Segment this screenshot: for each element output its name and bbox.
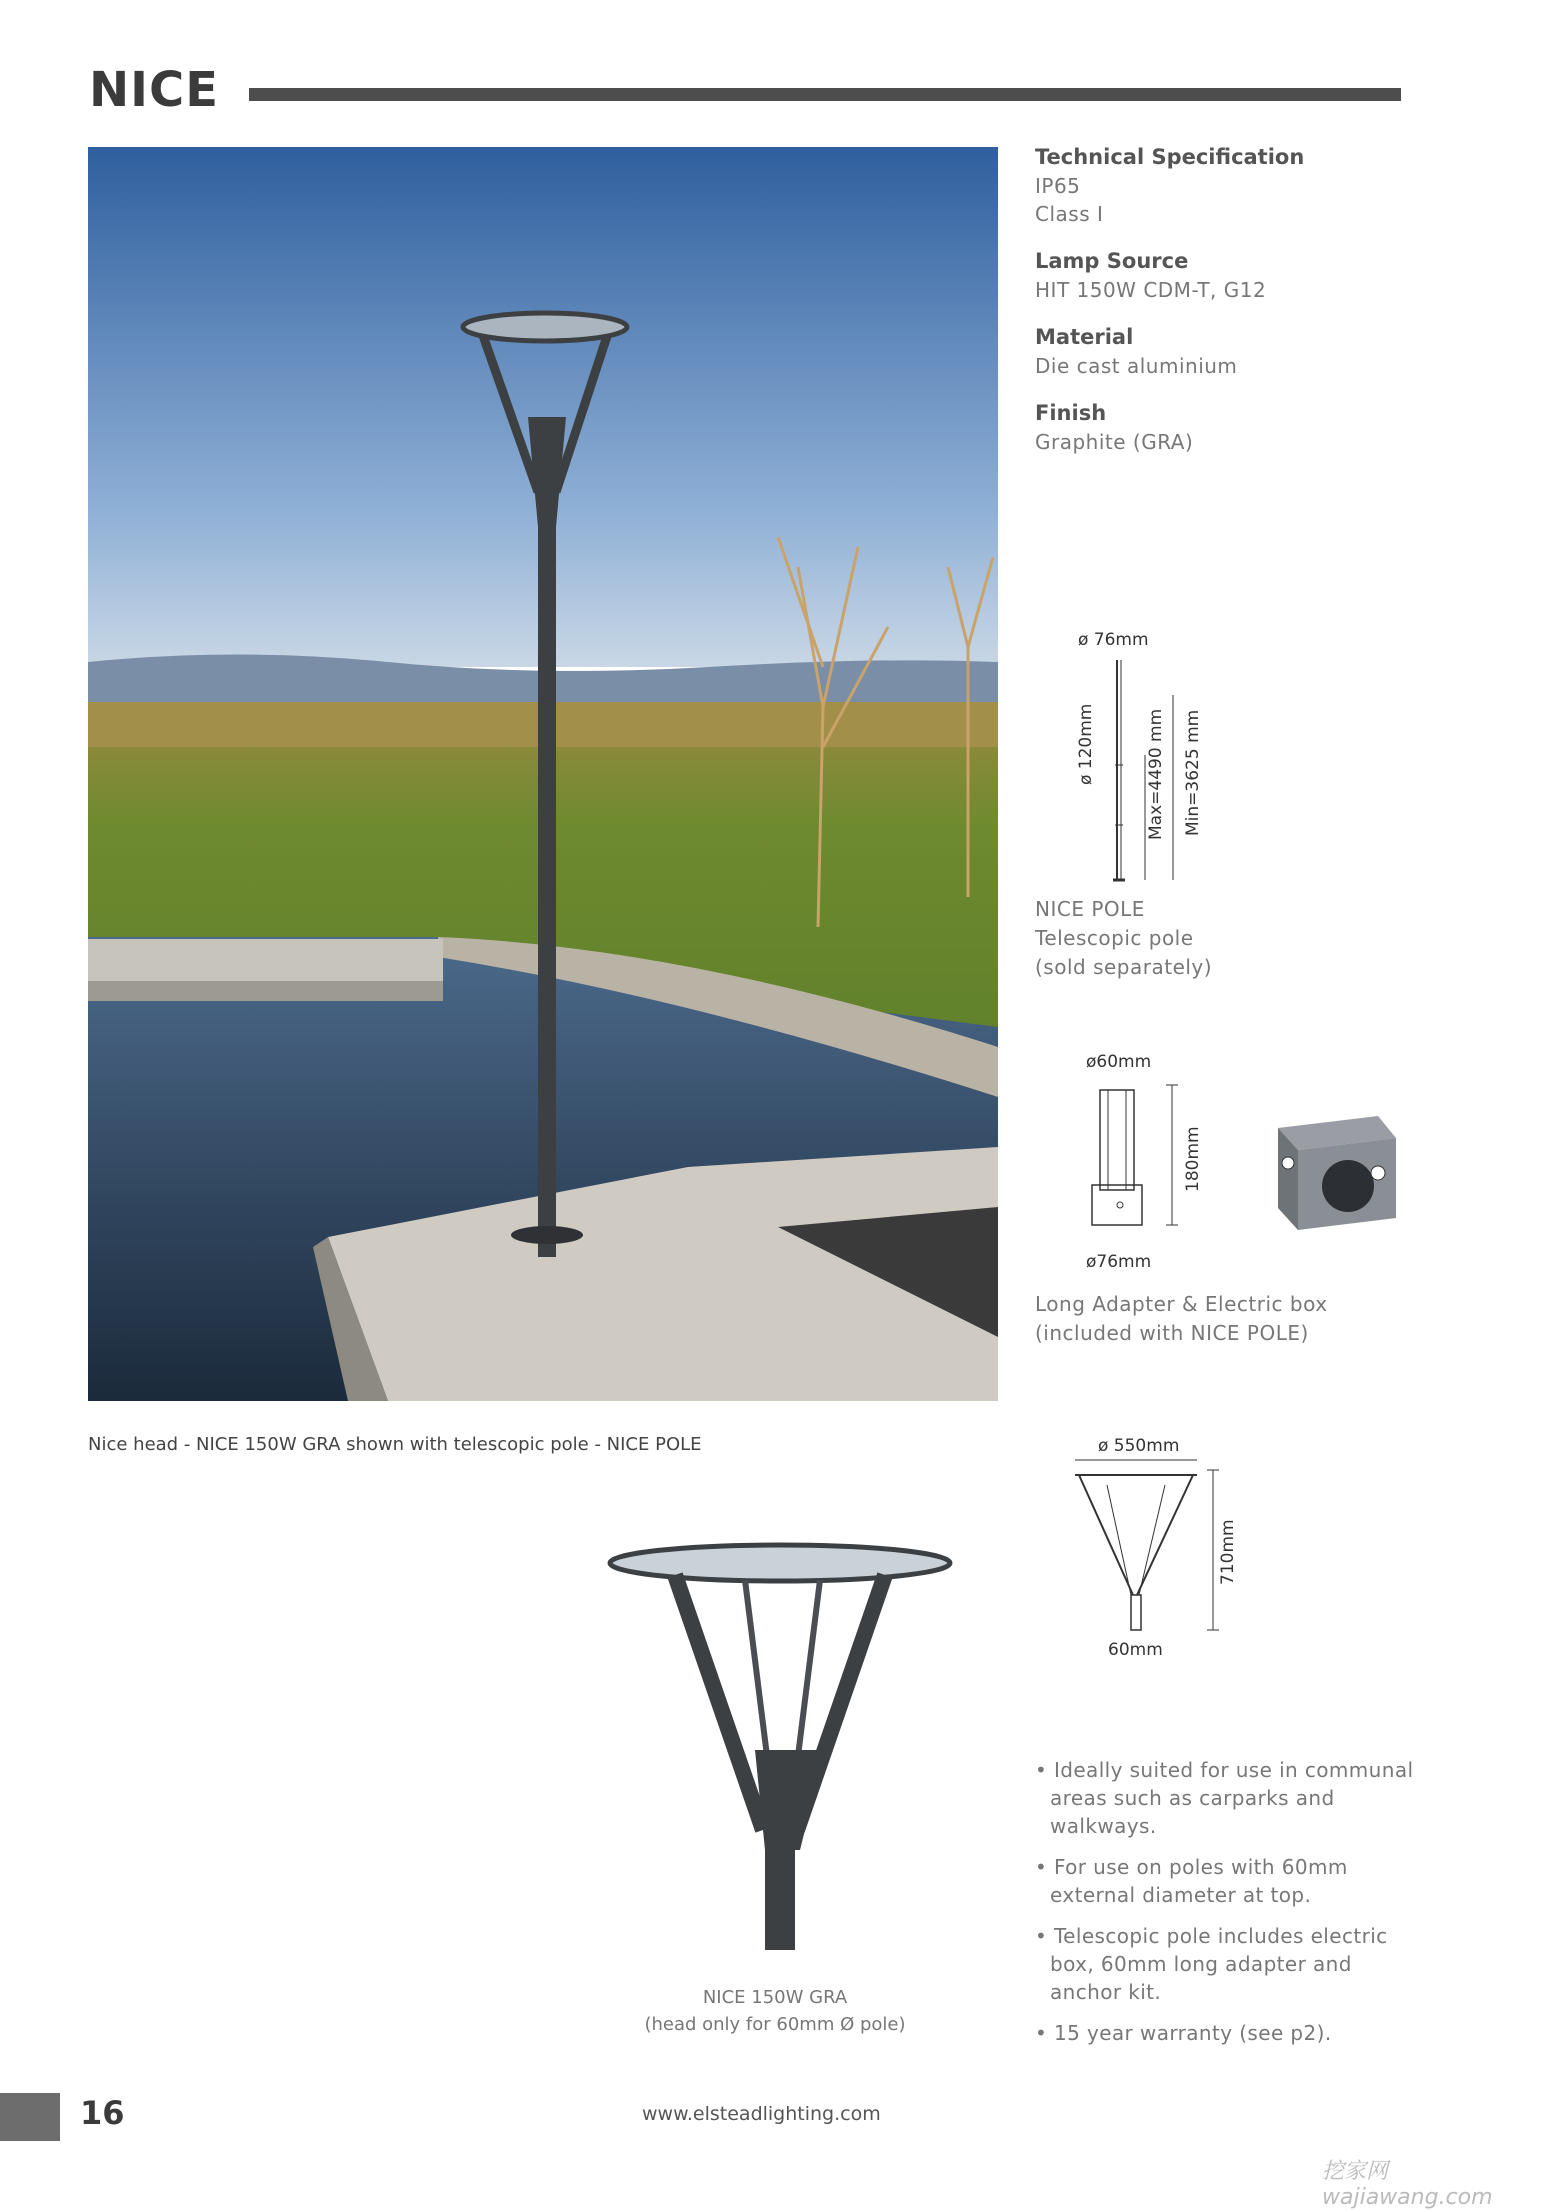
spec-heading: Material xyxy=(1035,325,1134,349)
pole-caption-line: NICE POLE xyxy=(1035,897,1145,921)
head-drawing xyxy=(1065,1455,1235,1645)
spec-technical xyxy=(1035,142,1455,228)
pole-top-diameter: ø 76mm xyxy=(1078,630,1149,650)
pole-base-diameter: ø 120mm xyxy=(1076,703,1096,785)
feature-item: • Telescopic pole includes electric box, 60mm long adapter and anchor kit. xyxy=(1035,1924,1388,2004)
adapter-caption xyxy=(1035,1290,1328,1348)
spec-lamp-source xyxy=(1035,246,1455,304)
spec-value: Die cast aluminium xyxy=(1035,354,1238,378)
head-spigot: 60mm xyxy=(1108,1640,1163,1660)
product-caption-line1: NICE 150W GRA xyxy=(702,1987,848,2008)
product-head-image xyxy=(605,1530,955,1970)
feature-item: • Ideally suited for use in communal areas such as carparks and walkways. xyxy=(1035,1758,1414,1838)
adapter-bottom-diameter: ø76mm xyxy=(1086,1252,1152,1272)
product-caption xyxy=(600,1984,950,2038)
feature-item: • 15 year warranty (see p2). xyxy=(1035,2021,1332,2045)
pole-max-height: Max=4490 mm xyxy=(1146,708,1166,840)
head-height: 710mm xyxy=(1218,1519,1238,1585)
spec-heading: Lamp Source xyxy=(1035,249,1189,273)
adapter-top-diameter: ø60mm xyxy=(1086,1052,1152,1072)
pole-caption-line: (sold separately) xyxy=(1035,955,1213,979)
adapter-caption-line: Long Adapter & Electric box xyxy=(1035,1292,1328,1316)
pole-drawing xyxy=(1105,655,1185,885)
spec-heading: Technical Specification xyxy=(1035,145,1305,169)
adapter-drawing xyxy=(1080,1075,1180,1235)
adapter-height: 180mm xyxy=(1183,1126,1203,1192)
page-title: NICE xyxy=(89,62,220,118)
page-number-block xyxy=(0,2093,60,2141)
spec-value: Graphite (GRA) xyxy=(1035,430,1194,454)
pole-caption xyxy=(1035,895,1212,982)
spec-value: IP65 xyxy=(1035,174,1081,198)
electric-box-image xyxy=(1268,1108,1400,1238)
feature-list xyxy=(1035,1756,1415,2060)
adapter-caption-line: (included with NICE POLE) xyxy=(1035,1321,1309,1345)
spec-list xyxy=(1035,142,1455,474)
page-number: 16 xyxy=(80,2094,125,2132)
watermark: 挖家网 wajiawang.com xyxy=(1322,2159,1493,2210)
photo-caption: Nice head - NICE 150W GRA shown with telescopic pole - NICE POLE xyxy=(88,1434,702,1455)
title-rule xyxy=(249,88,1401,101)
footer-url[interactable]: www.elsteadlighting.com xyxy=(642,2103,881,2125)
spec-value: HIT 150W CDM-T, G12 xyxy=(1035,278,1267,302)
spec-value: Class I xyxy=(1035,202,1104,226)
product-photo xyxy=(88,147,998,1401)
spec-heading: Finish xyxy=(1035,401,1107,425)
spec-finish xyxy=(1035,398,1455,456)
spec-material xyxy=(1035,322,1455,380)
head-width: ø 550mm xyxy=(1098,1436,1180,1456)
pole-min-height: Min=3625 mm xyxy=(1183,709,1203,836)
product-caption-line2: (head only for 60mm Ø pole) xyxy=(644,2014,906,2035)
feature-item: • For use on poles with 60mm external diameter at top. xyxy=(1035,1855,1348,1907)
pole-caption-line: Telescopic pole xyxy=(1035,926,1194,950)
